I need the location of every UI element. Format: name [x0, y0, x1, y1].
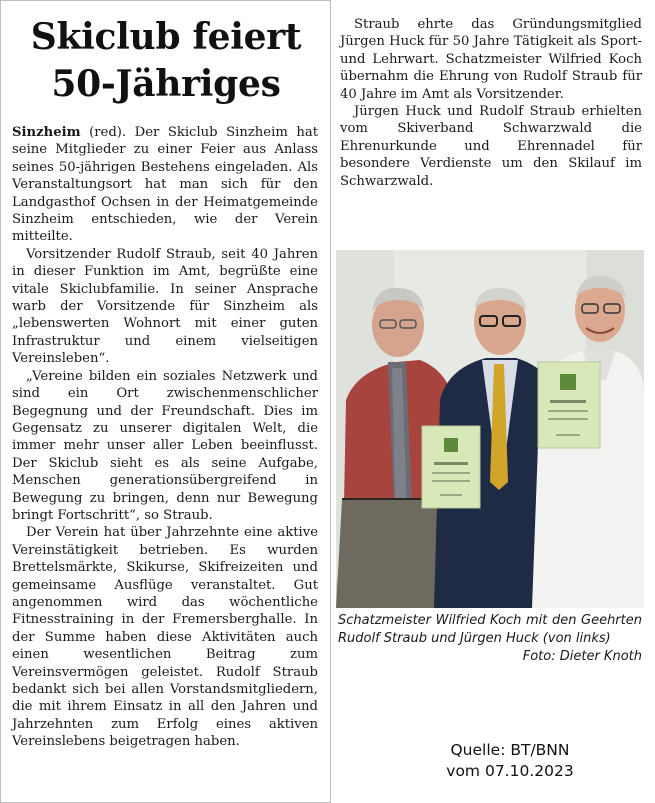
certificate-left [422, 426, 480, 508]
paragraph-6: Jürgen Huck und Rudolf Straub erhielten vom Skiverband Schwarzwald die Ehrenurkunde und Ehrennadel für besondere Verdienste um den Skilauf im Schwarzwald. [340, 104, 642, 189]
headline-line-2: 50-Jähriges [51, 63, 281, 105]
paragraph-4: Der Verein hat über Jahrzehnte eine aktive Vereinstätigkeit betrieben. Es wurden Brettelsmärkte, Skikurse, Skifreizeiten und gemeinsame Ausflüge veranstaltet. Gut angenommen wird das wöchentliche Fitnesstraining in der Fremersberghalle. In der Summe haben diese Aktivitäten auch einen wesentlichen Beitrag zum Vereinsvermögen geleistet. Rudolf Straub bedankt sich bei allen Vorstandsmitgliedern, die mit ihrem Einsatz in all den Jahren und Jahrzehnten zum Erfolg eines aktiven Vereinslebens beigetragen haben. [12, 525, 318, 750]
dateline: Sinzheim [12, 125, 81, 140]
photo-credit: Foto: Dieter Knoth [522, 649, 642, 664]
photo-caption [338, 612, 642, 666]
article-photo [336, 250, 644, 608]
certificate-right [538, 362, 600, 448]
source-line-2: vom 07.10.2023 [446, 762, 574, 780]
headline-line-1: Skiclub feiert [30, 16, 302, 58]
caption-text: Schatzmeister Wilfried Koch mit den Geehrten Rudolf Straub und Jürgen Huck (von links) [338, 613, 642, 646]
right-column-text [340, 16, 642, 190]
headline [12, 14, 320, 108]
source-note [420, 740, 600, 782]
paragraph-1-text: (red). Der Skiclub Sinzheim hat seine Mitglieder zu einer Feier aus Anlass seines 50-jährigen Bestehens eingeladen. Als Veranstaltungsort hat man sich für den Landgasthof Ochsen in der Heimatgemeinde Sinzheim entschieden, wie der Verein mitteilte. [12, 125, 318, 245]
source-line-1: Quelle: BT/BNN [450, 741, 570, 759]
left-column-text [12, 124, 318, 751]
paragraph-3: „Vereine bilden ein soziales Netzwerk und sind ein Ort zwischenmenschlicher Begegnung und der Freundschaft. Dies im Gegensatz zu unserer digitalen Welt, die immer mehr unser aller Leben beeinflusst. Der Skiclub sieht es als seine Aufgabe, Menschen generationsübergreifend in Bewegung zu bringen, denn nur Bewegung bringt Fortschritt“, so Straub. [12, 368, 318, 523]
paragraph-2: Vorsitzender Rudolf Straub, seit 40 Jahren in dieser Funktion im Amt, begrüßte eine vitale Skiclubfamilie. In seiner Ansprache warb der Vorsitzende für Sinzheim als „lebenswerten Wohnort mit einer guten Infrastruktur und einem vielseitigen Vereinsleben“. [12, 246, 318, 367]
paragraph-5: Straub ehrte das Gründungsmitglied Jürgen Huck für 50 Jahre Tätigkeit als Sport- und Lehrwart. Schatzmeister Wilfried Koch übernahm die Ehrung von Rudolf Straub für 40 Jahre im Amt als Vorsitzender. [340, 17, 642, 102]
paragraph-1 [12, 124, 318, 246]
